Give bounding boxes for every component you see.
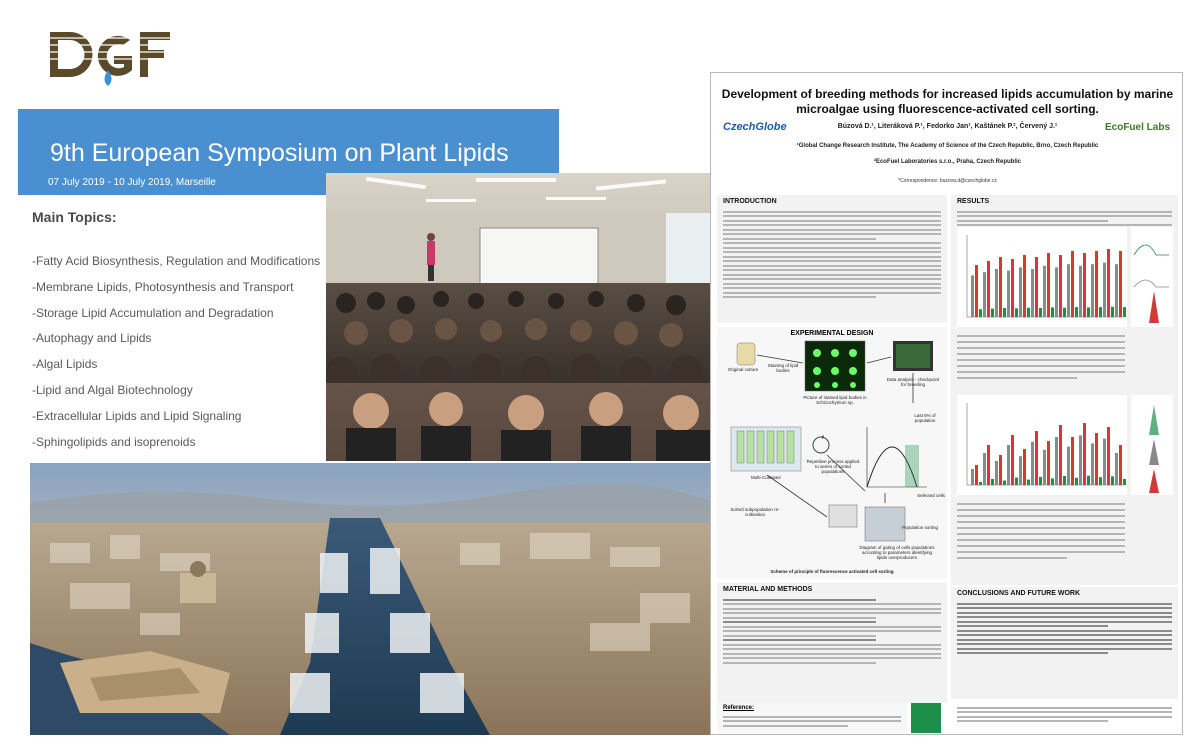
marseille-harbor-image xyxy=(30,463,710,735)
marseille-aerial-photo xyxy=(30,463,710,735)
result-bar xyxy=(1091,264,1094,317)
result-bar xyxy=(983,453,986,485)
czechglobe-logo: CzechGlobe xyxy=(723,121,787,133)
result-bar xyxy=(1003,481,1006,486)
experimental-design-heading: EXPERIMENTAL DESIGN xyxy=(790,330,874,337)
symposium-date: 07 July 2019 - 10 July 2019, Marseille xyxy=(48,177,216,188)
poster-title: Development of breeding methods for increased lipids accumulation by marine microalgae using fluorescence-activated cell sorting. xyxy=(721,87,1174,116)
result-bar xyxy=(1119,445,1122,485)
result-bar xyxy=(979,309,982,317)
introduction-text xyxy=(717,207,947,302)
result-bar xyxy=(1027,308,1030,317)
label-repetitive: Repetitive process applied to series of sorted populations xyxy=(806,459,860,474)
result-bar xyxy=(1115,264,1118,317)
result-bar xyxy=(1099,477,1102,485)
result-bar xyxy=(1071,251,1074,317)
label-last-pct: Last 6% of population xyxy=(914,413,936,423)
result-bar xyxy=(1035,257,1038,317)
result-bar xyxy=(971,469,974,485)
poster-correspondence: *Correspondence: buzova.d@czechglobe.cz xyxy=(898,178,997,184)
result-bar xyxy=(1007,445,1010,485)
label-scheme: Scheme of principle of fluorescence activated cell sorting xyxy=(770,569,894,574)
result-bar xyxy=(995,461,998,485)
poster-affiliation-2: ²EcoFuel Laboratories s.r.o., Praha, Czech Republic xyxy=(873,159,1022,165)
methods-heading: MATERIAL AND METHODS xyxy=(723,586,813,593)
result-bar xyxy=(991,309,994,317)
results-figures xyxy=(951,225,1178,585)
result-bar xyxy=(1051,478,1054,485)
result-bar xyxy=(1051,307,1054,317)
references-heading: Reference: xyxy=(723,705,755,711)
result-bar xyxy=(1019,456,1022,485)
result-bar xyxy=(1047,253,1050,317)
ecofuel-logo: EcoFuel Labs xyxy=(1104,122,1170,133)
research-poster xyxy=(710,72,1183,735)
label-sorting: Population sorting xyxy=(901,525,939,530)
result-bar xyxy=(975,265,978,317)
result-bar xyxy=(1079,266,1082,317)
result-bar xyxy=(1039,308,1042,317)
result-bar xyxy=(979,482,982,485)
result-bar xyxy=(1035,431,1038,485)
poster-results xyxy=(951,195,1178,585)
result-bar xyxy=(1087,476,1090,485)
result-bar xyxy=(971,275,974,317)
result-bar xyxy=(987,445,990,485)
poster-conclusions xyxy=(951,587,1178,699)
result-bar xyxy=(1091,443,1094,485)
result-bar xyxy=(1119,251,1122,317)
result-bar xyxy=(983,272,986,317)
result-bar xyxy=(1079,435,1082,485)
topic-item: -Sphingolipids and isoprenoids xyxy=(32,434,196,449)
result-bar xyxy=(1011,435,1014,485)
result-bar xyxy=(1031,269,1034,317)
label-staining: Staining of lipid bodies xyxy=(767,363,799,373)
result-bar xyxy=(987,261,990,317)
result-bar xyxy=(991,479,994,485)
result-bar xyxy=(975,465,978,485)
result-bar xyxy=(1087,307,1090,317)
topic-item: -Lipid and Algal Biotechnology xyxy=(32,382,193,397)
result-bar xyxy=(999,455,1002,485)
label-gating: Diagram of gating of cells populations according to parameters identifying lipids overproducers xyxy=(859,545,935,560)
result-bar xyxy=(1067,264,1070,317)
poster-introduction xyxy=(717,195,947,323)
topic-item: -Algal Lipids xyxy=(32,357,98,372)
poster-experimental-design xyxy=(717,327,947,579)
acknowledgements-text xyxy=(951,703,1178,726)
result-bar xyxy=(1083,423,1086,485)
topic-item: -Fatty Acid Biosynthesis, Regulation and Modifications xyxy=(32,254,321,268)
result-bar xyxy=(1023,255,1026,317)
result-bar xyxy=(1031,442,1034,485)
result-bar xyxy=(1071,437,1074,485)
result-bar xyxy=(1075,307,1078,317)
symposium-title: 9th European Symposium on Plant Lipids xyxy=(50,139,509,167)
result-bar xyxy=(1043,266,1046,317)
result-bar xyxy=(1043,450,1046,485)
label-data-analysis: Data analysis - checkpoint for breeding xyxy=(886,377,940,387)
topic-item: -Membrane Lipids, Photosynthesis and Transport xyxy=(32,279,294,294)
poster-methods xyxy=(717,583,947,703)
label-sorted: Sorted subpopulation re-cultivation xyxy=(730,507,780,517)
result-bar xyxy=(1015,308,1018,317)
result-bar xyxy=(1007,271,1010,317)
result-bar xyxy=(1075,478,1078,485)
poster-authors: Búzová D.¹, Literáková P.¹, Fedorko Jan¹, Kaštánek P.², Červený J.¹ xyxy=(837,123,1058,130)
result-bar xyxy=(1067,447,1070,485)
poster-acknowledgements xyxy=(951,703,1178,733)
methods-text xyxy=(717,595,947,667)
conference-hall-photo xyxy=(326,173,710,461)
result-bar xyxy=(1115,453,1118,485)
main-topics-heading: Main Topics: xyxy=(32,209,117,225)
conclusions-heading: CONCLUSIONS AND FUTURE WORK xyxy=(957,590,1081,597)
result-bar xyxy=(1083,253,1086,317)
qr-code-icon xyxy=(911,703,941,733)
result-bar xyxy=(1107,427,1110,485)
poster-affiliation-1: ¹Global Change Research Institute, The Academy of Science of the Czech Republic, Brno, Czech Republic xyxy=(796,143,1099,149)
result-bar xyxy=(1103,263,1106,317)
result-bar xyxy=(1107,249,1110,317)
result-bar xyxy=(1123,479,1126,485)
result-bar xyxy=(1055,267,1058,317)
dgf-logo-graphic xyxy=(46,22,176,102)
introduction-heading: INTRODUCTION xyxy=(723,198,777,205)
result-bar xyxy=(1103,439,1106,485)
result-bar xyxy=(1111,307,1114,317)
result-bar xyxy=(1063,476,1066,485)
result-bar xyxy=(1059,255,1062,317)
result-bar xyxy=(1095,251,1098,317)
results-heading: RESULTS xyxy=(957,198,990,205)
result-bar xyxy=(1039,477,1042,485)
result-bar xyxy=(1063,308,1066,317)
result-bar xyxy=(1099,307,1102,317)
result-bar xyxy=(1023,449,1026,485)
conference-hall-image xyxy=(326,173,710,461)
label-selected-cells: Selected cells xyxy=(917,493,945,498)
result-bar xyxy=(1015,478,1018,486)
conclusions-text xyxy=(951,599,1178,658)
result-bar xyxy=(1003,308,1006,317)
result-bar xyxy=(1095,433,1098,485)
experimental-design-diagram xyxy=(717,327,947,579)
result-bar xyxy=(1011,259,1014,317)
result-bar xyxy=(1055,437,1058,485)
svg-text:DGF: DGF xyxy=(58,96,61,97)
topic-item: -Extracellular Lipids and Lipid Signaling xyxy=(32,408,242,423)
label-original-culture: Original culture xyxy=(727,367,759,372)
poster-references xyxy=(717,703,907,733)
result-bar xyxy=(1019,267,1022,317)
label-picture: Picture of stained lipid bodies in Schizochytrium sp. xyxy=(803,395,867,405)
topic-item: -Storage Lipid Accumulation and Degradation xyxy=(32,305,274,320)
main-topics-panel xyxy=(18,195,333,463)
result-bar xyxy=(1059,425,1062,485)
label-multicultivator: Multi-Cultivator xyxy=(750,475,781,480)
result-bar xyxy=(1111,476,1114,485)
topic-item: -Autophagy and Lipids xyxy=(32,331,152,346)
result-bar xyxy=(1027,480,1030,485)
dgf-logo xyxy=(46,22,176,102)
result-bar xyxy=(1123,307,1126,317)
result-bar xyxy=(995,269,998,317)
result-bar xyxy=(1047,441,1050,485)
main-topics-list xyxy=(32,253,320,459)
result-bar xyxy=(999,257,1002,317)
